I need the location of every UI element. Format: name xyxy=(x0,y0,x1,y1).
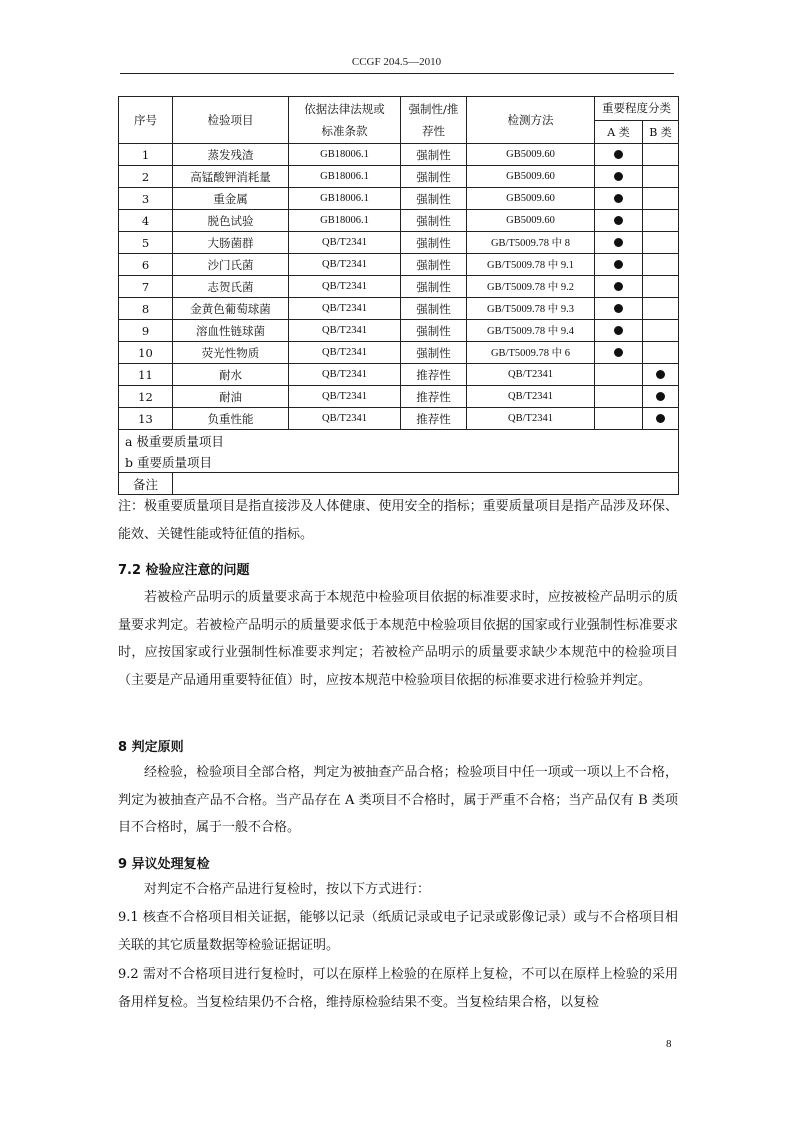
table-row xyxy=(119,386,679,408)
cell-class-a xyxy=(595,188,643,210)
cell-class-b xyxy=(643,188,679,210)
cell-item: 蒸发残渣 xyxy=(173,144,289,166)
cell-class-b xyxy=(643,342,679,364)
cell-method: GB/T5009.78 中 9.2 xyxy=(467,276,595,298)
cell-basis: QB/T2341 xyxy=(289,254,401,276)
cell-type: 强制性 xyxy=(401,144,467,166)
cell-no: 9 xyxy=(119,320,173,342)
cell-item: 负重性能 xyxy=(173,408,289,430)
col-header-basis xyxy=(289,97,401,144)
cell-type: 强制性 xyxy=(401,254,467,276)
filled-circle-icon xyxy=(614,348,623,357)
table-body xyxy=(119,144,679,430)
cell-basis: QB/T2341 xyxy=(289,408,401,430)
cell-method: GB/T5009.78 中 9.3 xyxy=(467,298,595,320)
cell-type: 推荐性 xyxy=(401,364,467,386)
cell-item: 金黄色葡萄球菌 xyxy=(173,298,289,320)
cell-class-b xyxy=(643,298,679,320)
cell-no: 7 xyxy=(119,276,173,298)
cell-class-a xyxy=(595,254,643,276)
table-row xyxy=(119,298,679,320)
cell-method: GB/T5009.78 中 9.1 xyxy=(467,254,595,276)
cell-item: 沙门氏菌 xyxy=(173,254,289,276)
remark-label: 备注 xyxy=(119,473,173,495)
table-row xyxy=(119,364,679,386)
table-row xyxy=(119,320,679,342)
cell-method: GB5009.60 xyxy=(467,166,595,188)
cell-item: 荧光性物质 xyxy=(173,342,289,364)
cell-item: 志贺氏菌 xyxy=(173,276,289,298)
cell-no: 5 xyxy=(119,232,173,254)
cell-no: 4 xyxy=(119,210,173,232)
cell-basis: GB18006.1 xyxy=(289,210,401,232)
cell-basis: QB/T2341 xyxy=(289,298,401,320)
filled-circle-icon xyxy=(656,392,665,401)
cell-class-a xyxy=(595,386,643,408)
running-header: CCGF 204.5—2010 xyxy=(351,56,442,68)
cell-method: GB/T5009.78 中 8 xyxy=(467,232,595,254)
cell-type: 强制性 xyxy=(401,166,467,188)
cell-class-b xyxy=(643,210,679,232)
header-rule xyxy=(120,73,674,74)
cell-item: 耐水 xyxy=(173,364,289,386)
cell-class-b xyxy=(643,320,679,342)
section-8-title: 8 判定原则 xyxy=(118,740,184,755)
cell-basis: QB/T2341 xyxy=(289,386,401,408)
cell-method: GB5009.60 xyxy=(467,210,595,232)
cell-type: 强制性 xyxy=(401,298,467,320)
cell-item: 高锰酸钾消耗量 xyxy=(173,166,289,188)
inspection-items-table xyxy=(118,96,679,495)
cell-type: 推荐性 xyxy=(401,408,467,430)
filled-circle-icon xyxy=(614,194,623,203)
cell-class-b xyxy=(643,276,679,298)
cell-item: 脱色试验 xyxy=(173,210,289,232)
cell-class-a xyxy=(595,144,643,166)
table-row xyxy=(119,188,679,210)
cell-item: 耐油 xyxy=(173,386,289,408)
filled-circle-icon xyxy=(614,304,623,313)
cell-type: 推荐性 xyxy=(401,386,467,408)
cell-class-a xyxy=(595,232,643,254)
filled-circle-icon xyxy=(614,238,623,247)
cell-class-a xyxy=(595,298,643,320)
remark-value xyxy=(173,473,679,495)
filled-circle-icon xyxy=(614,150,623,159)
table-note-a: a 极重要质量项目 xyxy=(119,430,679,452)
table-row xyxy=(119,144,679,166)
cell-basis: QB/T2341 xyxy=(289,364,401,386)
section-9-2-text: 9.2 需对不合格项目进行复检时，可以在原样上检验的在原样上复检，不可以在原样上检验的采用备用样复检。当复检结果仍不合格，维持原检验结果不变。当复检结果合格，以复检 xyxy=(118,967,678,1010)
cell-class-b xyxy=(643,144,679,166)
cell-item: 溶血性链球菌 xyxy=(173,320,289,342)
table-row xyxy=(119,408,679,430)
cell-basis: QB/T2341 xyxy=(289,276,401,298)
cell-item: 大肠菌群 xyxy=(173,232,289,254)
cell-class-a xyxy=(595,166,643,188)
cell-class-b xyxy=(643,408,679,430)
cell-class-b xyxy=(643,166,679,188)
cell-class-a xyxy=(595,364,643,386)
cell-basis: GB18006.1 xyxy=(289,188,401,210)
section-9-intro: 对判定不合格产品进行复检时，按以下方式进行： xyxy=(144,882,431,897)
filled-circle-icon xyxy=(614,326,623,335)
col-header-basis-line1: 依据法律法规或 xyxy=(304,102,385,116)
cell-class-b xyxy=(643,232,679,254)
cell-basis: QB/T2341 xyxy=(289,342,401,364)
cell-no: 12 xyxy=(119,386,173,408)
section-9-1-text: 9.1 核查不合格项目相关证据，能够以记录（纸质记录或电子记录或影像记录）或与不合格项目相关联的其它质量数据等检验证据证明。 xyxy=(118,910,678,953)
cell-no: 8 xyxy=(119,298,173,320)
cell-no: 1 xyxy=(119,144,173,166)
section-8-text: 经检验，检验项目全部合格，判定为被抽查产品合格；检验项目中任一项或一项以上不合格，判定为被抽查产品不合格。当产品存在 A 类项目不合格时，属于严重不合格；当产品仅有 B 类项目不合格时，属于一般不合格。 xyxy=(118,765,678,835)
cell-no: 13 xyxy=(119,408,173,430)
cell-class-a xyxy=(595,276,643,298)
col-header-no: 序号 xyxy=(119,97,173,144)
cell-no: 3 xyxy=(119,188,173,210)
cell-method: QB/T2341 xyxy=(467,364,595,386)
cell-method: QB/T2341 xyxy=(467,386,595,408)
section-9-title: 9 异议处理复检 xyxy=(118,857,210,872)
col-header-mandatory-line1: 强制性/推 xyxy=(408,102,459,116)
cell-type: 强制性 xyxy=(401,210,467,232)
filled-circle-icon xyxy=(614,216,623,225)
section-7-2-text: 若被检产品明示的质量要求高于本规范中检验项目依据的标准要求时，应按被检产品明示的质量要求判定。若被检产品明示的质量要求低于本规范中检验项目依据的国家或行业强制性标准要求时，应按国家或行业强制性标准要求判定；若被检产品明示的质量要求缺少本规范中的检验项目（主要是产品通用重要特征值）时，应按本规范中检验项目依据的标准要求进行检验并判定。 xyxy=(118,590,678,688)
table-row xyxy=(119,232,679,254)
table-row xyxy=(119,210,679,232)
cell-no: 11 xyxy=(119,364,173,386)
cell-basis: GB18006.1 xyxy=(289,166,401,188)
table-row xyxy=(119,166,679,188)
cell-basis: GB18006.1 xyxy=(289,144,401,166)
filled-circle-icon xyxy=(614,172,623,181)
cell-class-b xyxy=(643,254,679,276)
cell-class-a xyxy=(595,342,643,364)
col-header-class-a: A 类 xyxy=(595,120,643,144)
col-header-importance: 重要程度分类 xyxy=(595,97,679,121)
col-header-mandatory-line2: 荐性 xyxy=(422,124,445,138)
cell-class-a xyxy=(595,210,643,232)
cell-type: 强制性 xyxy=(401,188,467,210)
filled-circle-icon xyxy=(614,260,623,269)
col-header-item: 检验项目 xyxy=(173,97,289,144)
filled-circle-icon xyxy=(656,370,665,379)
cell-method: GB5009.60 xyxy=(467,188,595,210)
table-footnote: 注：极重要质量项目是指直接涉及人体健康、使用安全的指标；重要质量项目是指产品涉及环保、能效、关键性能或特征值的指标。 xyxy=(118,499,678,542)
col-header-basis-line2: 标准条款 xyxy=(321,124,368,138)
filled-circle-icon xyxy=(614,282,623,291)
cell-no: 2 xyxy=(119,166,173,188)
col-header-mandatory xyxy=(401,97,467,144)
filled-circle-icon xyxy=(656,414,665,423)
cell-basis: QB/T2341 xyxy=(289,232,401,254)
cell-item: 重金属 xyxy=(173,188,289,210)
cell-class-b xyxy=(643,364,679,386)
cell-method: GB5009.60 xyxy=(467,144,595,166)
cell-no: 6 xyxy=(119,254,173,276)
table-row xyxy=(119,276,679,298)
col-header-method: 检测方法 xyxy=(467,97,595,144)
cell-type: 强制性 xyxy=(401,276,467,298)
cell-class-a xyxy=(595,320,643,342)
cell-method: QB/T2341 xyxy=(467,408,595,430)
cell-method: GB/T5009.78 中 6 xyxy=(467,342,595,364)
cell-method: GB/T5009.78 中 9.4 xyxy=(467,320,595,342)
cell-class-a xyxy=(595,408,643,430)
table-note-b: b 重要质量项目 xyxy=(119,451,679,473)
table-row xyxy=(119,342,679,364)
cell-no: 10 xyxy=(119,342,173,364)
cell-type: 强制性 xyxy=(401,342,467,364)
col-header-class-b: B 类 xyxy=(643,120,679,144)
cell-type: 强制性 xyxy=(401,232,467,254)
cell-basis: QB/T2341 xyxy=(289,320,401,342)
section-7-2-title: 7.2 检验应注意的问题 xyxy=(118,563,250,578)
page-number: 8 xyxy=(666,1038,672,1050)
cell-class-b xyxy=(643,386,679,408)
table-row xyxy=(119,254,679,276)
cell-type: 强制性 xyxy=(401,320,467,342)
